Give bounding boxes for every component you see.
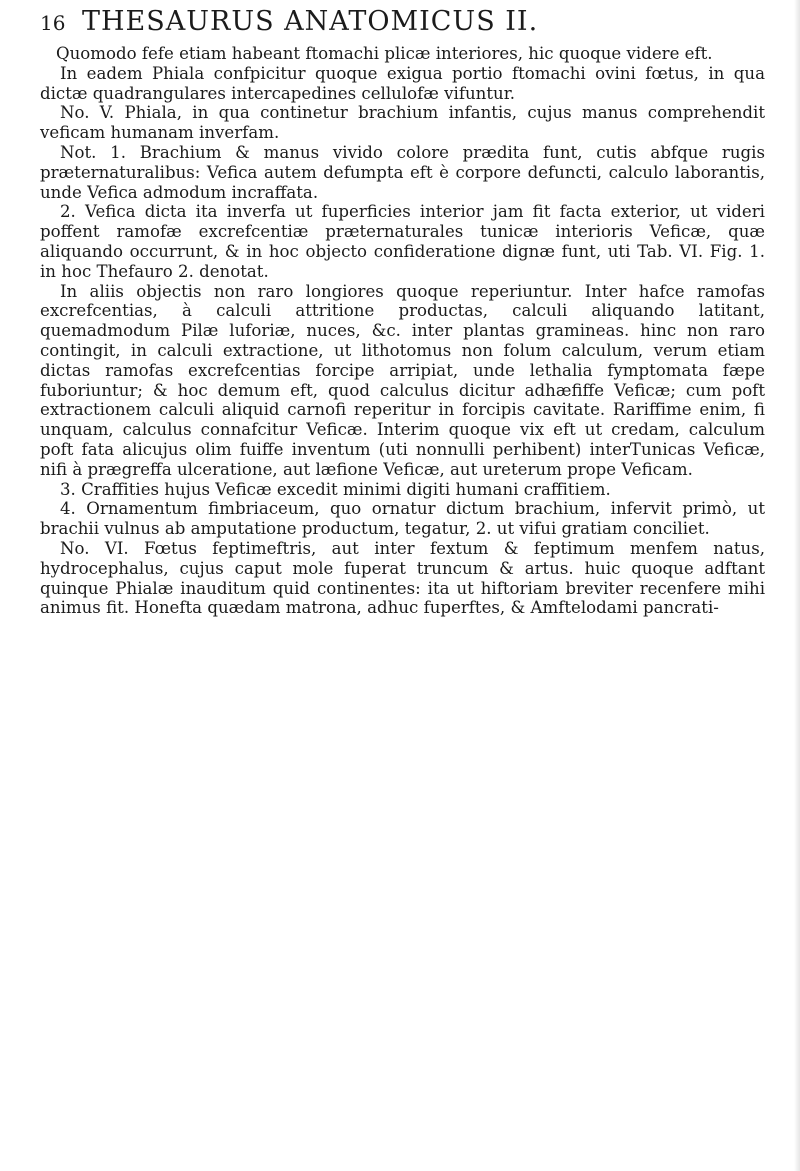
paragraph: No. V. Phiala, in qua continetur brachium infantis, cujus manus comprehendit veficam humanam inverfam. <box>40 103 765 143</box>
running-head: THESAURUS ANATOMICUS II. <box>82 6 539 37</box>
paragraph: In eadem Phiala confpicitur quoque exigua portio ftomachi ovini fœtus, in qua dictæ quadrangulares intercapedines cellulofæ vifuntur. <box>40 63 765 103</box>
paragraph: 4. Ornamentum fimbriaceum, quo ornatur dictum brachium, infervit primò, ut brachii vulnus ab amputatione productum, tegatur, 2. ut vifui gratiam conciliet. <box>40 499 765 539</box>
paragraph: 2. Vefica dicta ita inverfa ut fuperficies interior jam fit facta exterior, ut videri poffent ramofæ excrefcentiæ præternaturales tunicæ interioris Veficæ, quæ aliquando occurrunt, & in hoc objecto confideratione dignæ funt, uti Tab. VI. Fig. 1. in hoc Thefauro 2. denotat. <box>40 202 765 281</box>
paragraph: No. VI. Fœtus feptimeftris, aut inter fextum & feptimum menfem natus, hydrocephalus, cujus caput mole fuperat truncum & artus. huic quoque adftant quinque Phialæ inauditum quid continentes: ita ut hiftoriam breviter recenfere mihi animus fit. Honefta quædam matrona, adhuc fuperftes, & Amftelodami pancrati- <box>40 538 765 618</box>
paragraph: Quomodo fefe etiam habeant ftomachi plicæ interiores, hic quoque videre eft. <box>56 44 713 63</box>
paragraph: Not. 1. Brachium & manus vivido colore prædita funt, cutis abfque rugis præternaturalibus: Vefica autem defumpta eft è corpore defuncti, calculo laborantis, unde Vefica admodum incraffata. <box>40 142 765 202</box>
paragraph: 3. Craffities hujus Veficæ excedit minimi digiti humani craffitiem. <box>60 479 611 499</box>
page-edge-shadow <box>794 0 800 1171</box>
body-text <box>40 44 765 618</box>
page-number: 16 <box>40 11 66 35</box>
paragraph: In aliis objectis non raro longiores quoque reperiuntur. Inter hafce ramofas excrefcentias, à calculi attritione productas, calculi aliquando latitant, quemadmodum Pilæ luforiæ, nuces, &c. inter plantas gramineas. hinc non raro contingit, in calculi extractione, ut lithotomus non folum calculum, verum etiam dictas ramofas excrefcentias forcipe arripiat, unde lethalia fymptomata fæpe fuboriuntur; & hoc demum eft, quod calculus dicitur adhæfiffe Veficæ; cum poft extractionem calculi aliquid carnofi reperitur in forcipis cavitate. Rariffime enim, fi unquam, calculus connafcitur Veficæ. Interim quoque vix eft ut credam, calculum poft fata alicujus olim fuiffe inventum (uti nonnulli perhibent) interTunicas Veficæ, nifi à prægreffa ulceratione, aut læfione Veficæ, aut ureterum prope Veficam. <box>40 281 765 479</box>
page-header <box>40 6 780 42</box>
